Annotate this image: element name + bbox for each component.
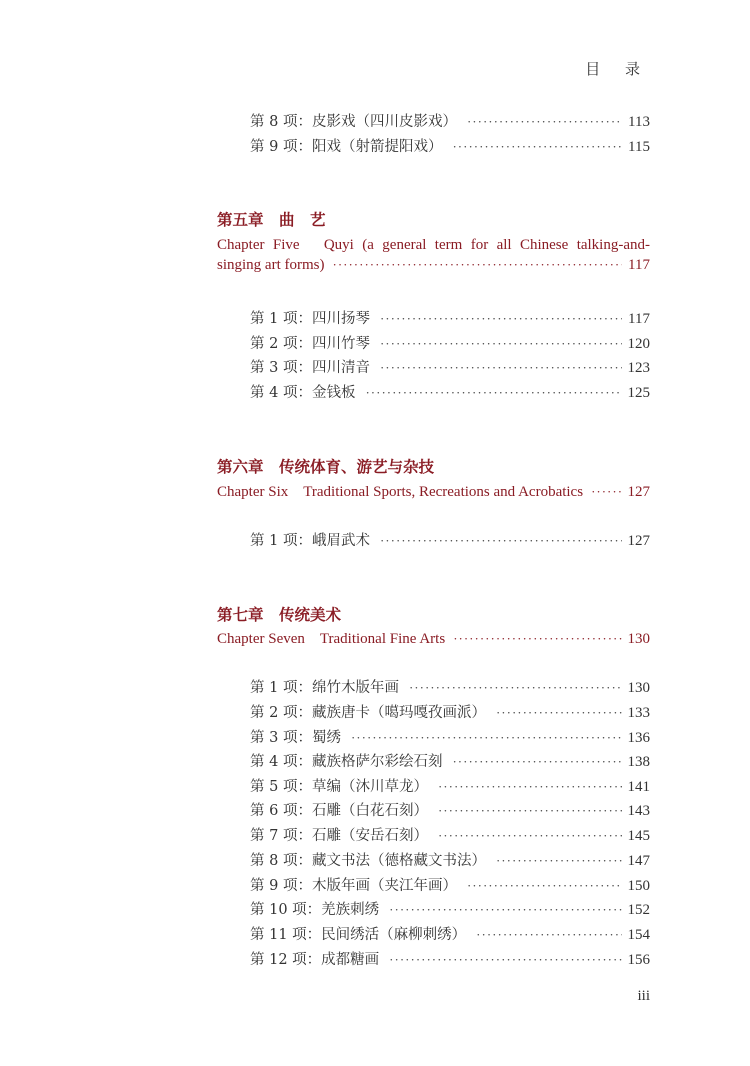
entry-page: 113: [628, 114, 650, 130]
leader-dots: [438, 803, 622, 819]
entry-page: 115: [628, 139, 650, 155]
chapter-page: 130: [627, 631, 650, 647]
section-header: 目 录: [585, 60, 650, 78]
entry-label: 第 3 项：蜀绣: [250, 730, 341, 746]
entry-label: 第 1 项：绵竹木版年画: [250, 680, 399, 696]
entry-label: 第 2 项：藏族唐卡（噶玛嘎孜画派）: [250, 705, 486, 721]
toc-entry[interactable]: [250, 898, 650, 920]
leader-dots: [591, 484, 621, 500]
leader-dots: [365, 385, 621, 401]
toc-entry[interactable]: [250, 701, 650, 723]
leader-dots: [496, 705, 622, 721]
leader-dots: [351, 730, 622, 746]
entry-label: 第 9 项：木版年画（夹江年画）: [250, 878, 457, 894]
entry-page: 154: [627, 927, 650, 943]
entry-page: 125: [627, 385, 650, 401]
entry-label: 第 3 项：四川清音: [250, 360, 370, 376]
chapter-title-en[interactable]: [217, 233, 650, 281]
toc-entry[interactable]: [250, 775, 650, 797]
entry-page: 141: [627, 779, 650, 795]
toc-entry[interactable]: [250, 332, 650, 354]
entry-label: 第 8 项：藏文书法（德格藏文书法）: [250, 853, 486, 869]
entry-label: 第 6 项：石雕（白花石刻）: [250, 803, 428, 819]
entry-page: 136: [627, 730, 650, 746]
entry-label: 第 4 项：藏族格萨尔彩绘石刻: [250, 754, 443, 770]
toc-entry[interactable]: [250, 750, 650, 772]
chapter-title-en[interactable]: [217, 627, 650, 651]
page-number: iii: [637, 988, 650, 1004]
toc-entry[interactable]: [250, 923, 650, 945]
toc-entry[interactable]: [250, 824, 650, 846]
chapter-title-en[interactable]: [217, 480, 650, 504]
chapter-title-cn[interactable]: 第五章 曲 艺: [217, 210, 326, 229]
entry-page: 133: [627, 705, 650, 721]
chapter-title-cn[interactable]: 第六章 传统体育、游艺与杂技: [217, 457, 435, 476]
entry-page: 117: [628, 311, 650, 327]
leader-dots: [438, 779, 622, 795]
leader-dots: [389, 902, 621, 918]
leader-dots: [467, 114, 622, 130]
entry-label: 第 1 项：峨眉武术: [250, 533, 370, 549]
toc-entry[interactable]: [250, 381, 650, 403]
entry-label: 第 1 项：四川扬琴: [250, 311, 370, 327]
leader-dots: [476, 927, 621, 943]
entry-page: 138: [627, 754, 650, 770]
toc-entry[interactable]: [250, 676, 650, 698]
entry-page: 143: [627, 803, 650, 819]
leader-dots: [438, 828, 622, 844]
toc-entry[interactable]: [250, 135, 650, 157]
entry-label: 第 4 项：金钱板: [250, 385, 356, 401]
entry-page: 123: [627, 360, 650, 376]
chapter-page: 117: [628, 257, 650, 273]
entry-label: 第 8 项：皮影戏（四川皮影戏）: [250, 114, 457, 130]
chapter-page: 127: [627, 484, 650, 500]
entry-label: 第 5 项：草编（沐川草龙）: [250, 779, 428, 795]
leader-dots: [452, 754, 621, 770]
entry-page: 152: [627, 902, 650, 918]
leader-dots: [332, 257, 622, 273]
entry-page: 147: [627, 853, 650, 869]
entry-label: 第 10 项：羌族刺绣: [250, 902, 380, 918]
chapter-title-en-text: Chapter Seven Traditional Fine Arts: [217, 631, 446, 647]
leader-dots: [409, 680, 622, 696]
entry-page: 156: [627, 952, 650, 968]
chapter-title-en-line1: Chapter Five Quyi (a general term for all Chinese talking-and-: [217, 237, 650, 253]
entry-label: 第 9 项：阳戏（射箭提阳戏）: [250, 139, 443, 155]
leader-dots: [467, 878, 622, 894]
toc-entry[interactable]: [250, 356, 650, 378]
toc-entry[interactable]: [250, 110, 650, 132]
entry-page: 145: [627, 828, 650, 844]
leader-dots: [452, 139, 622, 155]
leader-dots: [380, 336, 622, 352]
toc-entry[interactable]: [250, 849, 650, 871]
leader-dots: [380, 360, 622, 376]
leader-dots: [380, 533, 622, 549]
leader-dots: [496, 853, 622, 869]
entry-label: 第 2 项：四川竹琴: [250, 336, 370, 352]
entry-page: 150: [627, 878, 650, 894]
chapter-title-cn[interactable]: 第七章 传统美术: [217, 605, 342, 624]
leader-dots: [380, 311, 622, 327]
toc-entry[interactable]: [250, 529, 650, 551]
entry-page: 130: [627, 680, 650, 696]
entry-page: 120: [627, 336, 650, 352]
leader-dots: [389, 952, 621, 968]
entry-label: 第 11 项：民间绣活（麻柳刺绣）: [250, 927, 467, 943]
toc-entry[interactable]: [250, 307, 650, 329]
entry-label: 第 12 项：成都糖画: [250, 952, 380, 968]
entry-page: 127: [627, 533, 650, 549]
chapter-title-en-text: Chapter Six Traditional Sports, Recreations and Acrobatics: [217, 484, 584, 500]
entry-label: 第 7 项：石雕（安岳石刻）: [250, 828, 428, 844]
toc-entry[interactable]: [250, 799, 650, 821]
toc-entry[interactable]: [250, 874, 650, 896]
chapter-title-en-line2: singing art forms): [217, 257, 325, 273]
leader-dots: [453, 631, 621, 647]
toc-entry[interactable]: [250, 726, 650, 748]
toc-entry[interactable]: [250, 948, 650, 970]
